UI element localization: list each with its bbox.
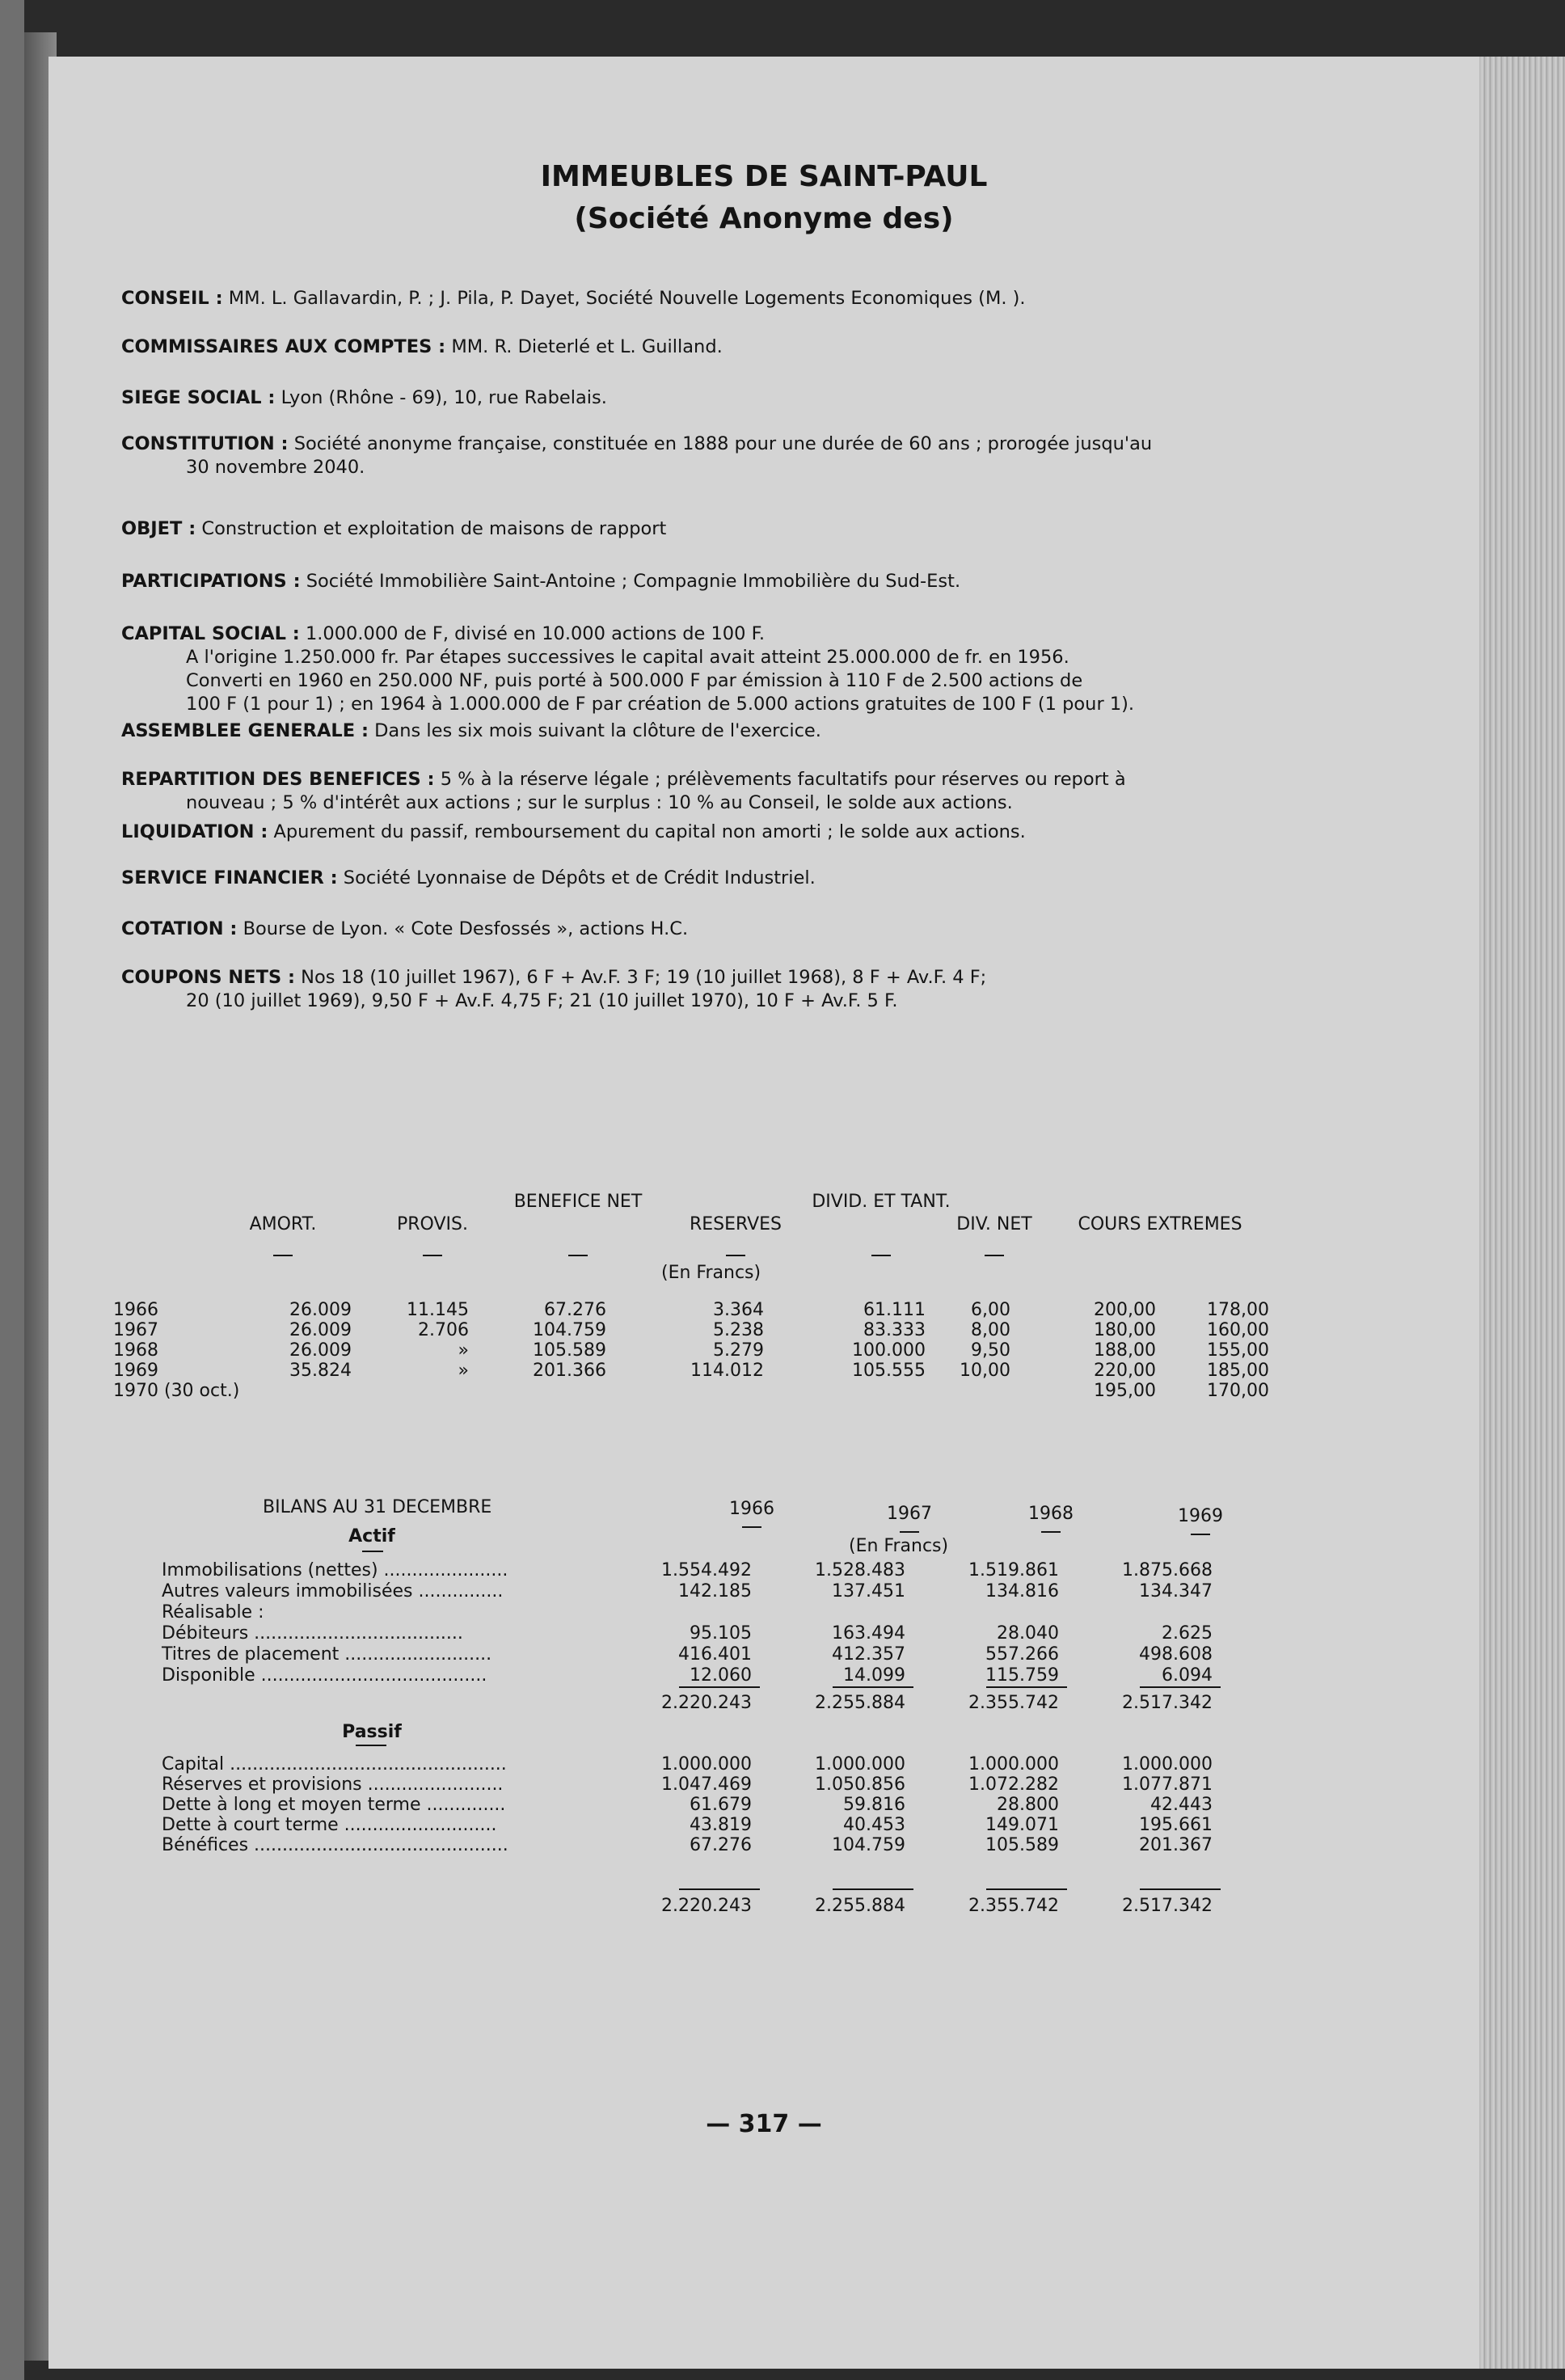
results-year: 1968 — [113, 1340, 158, 1361]
bilans-row-label: Bénéfices ............................................. — [162, 1835, 508, 1855]
results-cell: 8,00 — [971, 1320, 1010, 1340]
sum-rule — [833, 1888, 913, 1890]
results-cell: 170,00 — [1207, 1381, 1269, 1401]
info-section — [121, 622, 1382, 716]
info-section — [121, 867, 1382, 890]
section-text: Construction et exploitation de maisons de rapport — [201, 518, 667, 539]
results-cell: 105.555 — [852, 1361, 926, 1381]
header-underline — [423, 1255, 442, 1256]
left-page-edge — [0, 0, 24, 2380]
header-underline — [726, 1255, 745, 1256]
bilans-year-header: 1969 — [1178, 1506, 1223, 1526]
results-cell: » — [458, 1361, 469, 1381]
section-text: Lyon (Rhône - 69), 10, rue Rabelais. — [281, 387, 607, 408]
section-text: 1.000.000 de F, divisé en 10.000 actions de 100 F. — [305, 623, 766, 644]
results-cell: 155,00 — [1207, 1340, 1269, 1361]
bilans-cell: 137.451 — [832, 1581, 905, 1601]
section-text: nouveau ; 5 % d'intérêt aux actions ; sur le surplus : 10 % au Conseil, le solde aux actions. — [186, 792, 1013, 813]
bilans-cell: 2.625 — [1162, 1623, 1213, 1644]
passif-heading: Passif — [342, 1722, 402, 1742]
bilans-row-label: Débiteurs ..................................... — [162, 1623, 463, 1644]
bilans-cell: 1.875.668 — [1122, 1560, 1213, 1580]
results-cell: 104.759 — [533, 1320, 606, 1340]
bilans-cell: 1.050.856 — [815, 1774, 905, 1795]
info-section — [121, 821, 1382, 844]
results-cell: 160,00 — [1207, 1320, 1269, 1340]
sum-rule — [1140, 1888, 1221, 1890]
results-cell: 185,00 — [1207, 1361, 1269, 1381]
sum-rule — [833, 1686, 913, 1688]
passif-total: 2.220.243 — [661, 1896, 752, 1916]
section-label: SIEGE SOCIAL : — [121, 387, 276, 408]
actif-total: 2.255.884 — [815, 1693, 905, 1713]
section-label: CONSTITUTION : — [121, 433, 289, 454]
bilans-cell: 67.276 — [690, 1835, 752, 1855]
bilans-cell: 40.453 — [843, 1815, 905, 1835]
bilans-year-header: 1967 — [887, 1504, 932, 1524]
actif-underline — [362, 1551, 383, 1552]
passif-underline — [356, 1745, 386, 1746]
sum-rule — [1140, 1686, 1221, 1688]
results-cell: 100.000 — [852, 1340, 926, 1361]
bilans-cell: 134.816 — [985, 1581, 1059, 1601]
info-section — [121, 386, 1382, 410]
passif-total: 2.355.742 — [968, 1896, 1059, 1916]
bilans-year-header: 1968 — [1028, 1504, 1074, 1524]
bilans-cell: 195.661 — [1139, 1815, 1213, 1835]
section-label: COMMISSAIRES AUX COMPTES : — [121, 336, 446, 357]
section-text: 30 novembre 2040. — [186, 457, 365, 478]
results-cell: 11.145 — [407, 1300, 469, 1320]
bilans-cell: 1.000.000 — [1122, 1754, 1213, 1774]
results-cell: 83.333 — [863, 1320, 926, 1340]
actif-total: 2.220.243 — [661, 1693, 752, 1713]
bilans-cell: 1.000.000 — [968, 1754, 1059, 1774]
section-text: A l'origine 1.250.000 fr. Par étapes successives le capital avait atteint 25.000.000 de fr. en 1956. — [186, 647, 1069, 668]
sum-rule — [679, 1686, 760, 1688]
bilans-cell: 105.589 — [985, 1835, 1059, 1855]
info-section — [121, 570, 1382, 593]
results-cell: 188,00 — [1094, 1340, 1156, 1361]
header-underline — [871, 1255, 891, 1256]
info-section — [121, 768, 1382, 815]
results-year: 1966 — [113, 1300, 158, 1320]
bilans-cell: 416.401 — [678, 1644, 752, 1665]
sum-rule — [679, 1888, 760, 1890]
results-cell: 114.012 — [690, 1361, 764, 1381]
results-column-header: AMORT. — [249, 1214, 317, 1234]
results-cell: 2.706 — [418, 1320, 469, 1340]
results-year: 1967 — [113, 1320, 158, 1340]
year-underline — [742, 1526, 761, 1528]
sum-rule — [986, 1686, 1067, 1688]
results-cell: 5.238 — [713, 1320, 764, 1340]
bilans-cell: 1.077.871 — [1122, 1774, 1213, 1795]
info-section — [121, 433, 1382, 479]
bilans-cell: 12.060 — [690, 1665, 752, 1686]
section-text: 100 F (1 pour 1) ; en 1964 à 1.000.000 de F par création de 5.000 actions gratuites de 100 F (1 pour 1). — [186, 694, 1135, 715]
bilans-cell: 28.800 — [997, 1795, 1059, 1815]
actif-heading: Actif — [348, 1526, 395, 1547]
results-cell: 178,00 — [1207, 1300, 1269, 1320]
results-cell: 5.279 — [713, 1340, 764, 1361]
section-label: CONSEIL : — [121, 288, 223, 309]
results-cell: 9,50 — [971, 1340, 1010, 1361]
bilans-cell: 557.266 — [985, 1644, 1059, 1665]
page-title: IMMEUBLES DE SAINT-PAUL — [540, 160, 988, 193]
year-underline — [1191, 1534, 1210, 1535]
bilans-unit-note: (En Francs) — [849, 1536, 949, 1556]
results-column-header: DIV. NET — [956, 1214, 1032, 1234]
section-label: COUPONS NETS : — [121, 967, 295, 988]
results-column-header: BENEFICE NET — [513, 1192, 643, 1212]
section-text: Bourse de Lyon. « Cote Desfossés », actions H.C. — [243, 918, 689, 939]
info-section — [121, 966, 1382, 1013]
header-underline — [568, 1255, 588, 1256]
results-cell: 26.009 — [289, 1340, 352, 1361]
sum-rule — [986, 1888, 1067, 1890]
bilans-row-label: Dette à court terme ........................... — [162, 1815, 497, 1835]
section-text: MM. R. Dieterlé et L. Guilland. — [451, 336, 723, 357]
document-page — [49, 57, 1479, 2369]
section-label: LIQUIDATION : — [121, 821, 268, 842]
bilans-cell: 14.099 — [843, 1665, 905, 1686]
bilans-cell: 1.554.492 — [661, 1560, 752, 1580]
year-underline — [1041, 1531, 1061, 1533]
year-underline — [900, 1531, 919, 1533]
section-label: REPARTITION DES BENEFICES : — [121, 769, 435, 790]
info-section — [121, 719, 1382, 743]
bilans-cell: 149.071 — [985, 1815, 1059, 1835]
results-cell: 3.364 — [713, 1300, 764, 1320]
info-section — [121, 918, 1382, 941]
section-label: OBJET : — [121, 518, 196, 539]
section-label: PARTICIPATIONS : — [121, 571, 301, 592]
section-text: Nos 18 (10 juillet 1967), 6 F + Av.F. 3 F; 19 (10 juillet 1968), 8 F + Av.F. 4 F; — [301, 967, 987, 988]
section-text: Converti en 1960 en 250.000 NF, puis porté à 500.000 F par émission à 110 F de 2.500 actions de — [186, 670, 1083, 691]
results-cell: 26.009 — [289, 1300, 352, 1320]
results-cell: 195,00 — [1094, 1381, 1156, 1401]
bilans-cell: 59.816 — [843, 1795, 905, 1815]
bilans-row-label: Immobilisations (nettes) ...................... — [162, 1560, 508, 1580]
results-year: 1969 — [113, 1361, 158, 1381]
unit-note: (En Francs) — [661, 1263, 761, 1283]
bilans-cell: 1.047.469 — [661, 1774, 752, 1795]
results-cell: 201.366 — [533, 1361, 606, 1381]
results-cell: 6,00 — [971, 1300, 1010, 1320]
bilans-cell: 115.759 — [985, 1665, 1059, 1686]
section-label: SERVICE FINANCIER : — [121, 867, 338, 888]
info-section — [121, 335, 1382, 359]
page-subtitle: (Société Anonyme des) — [574, 202, 954, 235]
bilans-cell: 1.519.861 — [968, 1560, 1059, 1580]
results-cell: 200,00 — [1094, 1300, 1156, 1320]
bilans-cell: 142.185 — [678, 1581, 752, 1601]
section-text: Dans les six mois suivant la clôture de l'exercice. — [374, 720, 821, 741]
bilans-cell: 134.347 — [1139, 1581, 1213, 1601]
bilans-cell: 412.357 — [832, 1644, 905, 1665]
bilans-title: BILANS AU 31 DECEMBRE — [263, 1497, 492, 1517]
results-cell: 220,00 — [1094, 1361, 1156, 1381]
bilans-row-label: Autres valeurs immobilisées ............... — [162, 1581, 504, 1601]
results-cell: 35.824 — [289, 1361, 352, 1381]
bilans-cell: 163.494 — [832, 1623, 905, 1644]
bilans-cell: 43.819 — [690, 1815, 752, 1835]
bilans-cell: 1.072.282 — [968, 1774, 1059, 1795]
bilans-cell: 498.608 — [1139, 1644, 1213, 1665]
header-underline — [985, 1255, 1004, 1256]
results-column-header: PROVIS. — [397, 1214, 468, 1234]
bilans-cell: 104.759 — [832, 1835, 905, 1855]
results-year: 1970 (30 oct.) — [113, 1381, 240, 1401]
info-section — [121, 517, 1382, 541]
header-underline — [273, 1255, 293, 1256]
section-text: 20 (10 juillet 1969), 9,50 F + Av.F. 4,75 F; 21 (10 juillet 1970), 10 F + Av.F. 5 F. — [186, 990, 898, 1011]
info-section — [121, 287, 1382, 310]
section-text: Société Lyonnaise de Dépôts et de Crédit Industriel. — [343, 867, 816, 888]
actif-total: 2.517.342 — [1122, 1693, 1213, 1713]
bilans-cell: 61.679 — [690, 1795, 752, 1815]
results-column-header: RESERVES — [689, 1214, 782, 1234]
section-text: Société anonyme française, constituée en 1888 pour une durée de 60 ans ; prorogée jusqu'au — [293, 433, 1153, 454]
bilans-cell: 1.000.000 — [815, 1754, 905, 1774]
results-cell: 61.111 — [863, 1300, 926, 1320]
bilans-cell: 95.105 — [690, 1623, 752, 1644]
bilans-row-label: Dette à long et moyen terme .............. — [162, 1795, 506, 1815]
section-text: MM. L. Gallavardin, P. ; J. Pila, P. Dayet, Société Nouvelle Logements Economiques (M. ). — [228, 288, 1026, 309]
passif-total: 2.517.342 — [1122, 1896, 1213, 1916]
results-cell: » — [458, 1340, 469, 1361]
page-number: — 317 — — [706, 2110, 822, 2138]
bilans-cell: 1.528.483 — [815, 1560, 905, 1580]
bilans-row-label: Disponible ........................................ — [162, 1665, 487, 1686]
results-cell: 10,00 — [960, 1361, 1010, 1381]
bilans-row-label: Réserves et provisions ........................ — [162, 1774, 504, 1795]
actif-total: 2.355.742 — [968, 1693, 1059, 1713]
section-text: Société Immobilière Saint-Antoine ; Compagnie Immobilière du Sud-Est. — [306, 571, 961, 592]
bilans-cell: 28.040 — [997, 1623, 1059, 1644]
section-label: ASSEMBLEE GENERALE : — [121, 720, 369, 741]
bilans-cell: 201.367 — [1139, 1835, 1213, 1855]
results-cell: 105.589 — [533, 1340, 606, 1361]
bilans-row-label: Capital ................................................. — [162, 1754, 507, 1774]
bilans-year-header: 1966 — [729, 1499, 774, 1519]
results-cell: 180,00 — [1094, 1320, 1156, 1340]
results-column-header: DIVID. ET TANT. — [812, 1192, 951, 1212]
bilans-cell: 1.000.000 — [661, 1754, 752, 1774]
bilans-row-label: Titres de placement .......................... — [162, 1644, 492, 1665]
passif-total: 2.255.884 — [815, 1896, 905, 1916]
bilans-cell: 42.443 — [1150, 1795, 1213, 1815]
results-cell: 67.276 — [544, 1300, 606, 1320]
section-text: Apurement du passif, remboursement du capital non amorti ; le solde aux actions. — [273, 821, 1026, 842]
section-label: COTATION : — [121, 918, 238, 939]
results-cell: 26.009 — [289, 1320, 352, 1340]
section-label: CAPITAL SOCIAL : — [121, 623, 300, 644]
bilans-row-label: Réalisable : — [162, 1602, 264, 1623]
section-text: 5 % à la réserve légale ; prélèvements facultatifs pour réserves ou report à — [440, 769, 1126, 790]
bilans-cell: 6.094 — [1162, 1665, 1213, 1686]
page-stack-edge — [1479, 57, 1565, 2369]
results-column-header: COURS EXTREMES — [1078, 1214, 1242, 1234]
